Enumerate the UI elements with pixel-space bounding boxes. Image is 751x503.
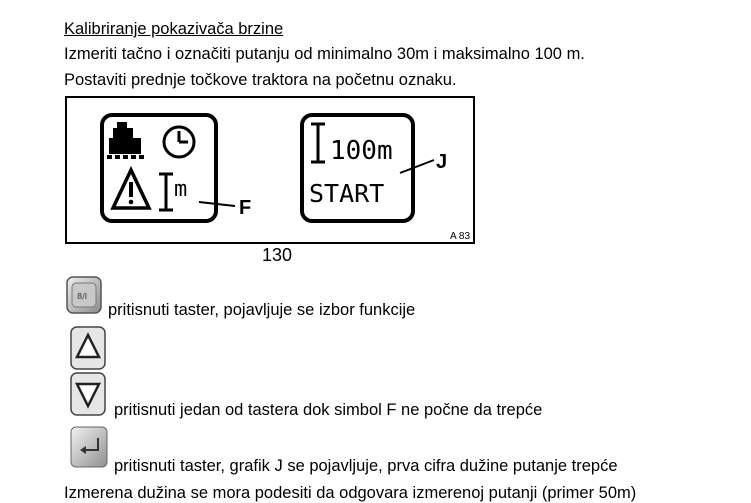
- step-2-text: pritisnuti jedan od tastera dok simbol F ne počne da trepće: [114, 401, 543, 419]
- svg-text:8/I: 8/I: [77, 292, 88, 301]
- step-1-text: pritisnuti taster, pojavljuje se izbor funkcije: [108, 301, 416, 319]
- figure-number: 130: [262, 245, 293, 265]
- instruction-line-1: Izmeriti tačno i označiti putanju od minimalno 30m i maksimalno 100 m.: [64, 45, 585, 63]
- display-illustration: [67, 98, 473, 242]
- unit-m-label: m: [174, 177, 188, 202]
- ref-code: A 83: [450, 231, 471, 242]
- function-key-icon: [66, 276, 102, 314]
- label-j: J: [436, 151, 448, 173]
- bottom-instruction-line: Izmerena dužina se mora podesiti da odgovara izmerenoj putanji (primer 50m): [64, 484, 637, 502]
- enter-key-icon: [70, 426, 108, 468]
- arrow-up-key-icon: [70, 326, 106, 370]
- display-figure: [65, 96, 475, 244]
- start-label: START: [309, 179, 385, 208]
- arrow-down-key-icon: [70, 372, 106, 416]
- instruction-line-2: Postaviti prednje točkove traktora na početnu oznaku.: [64, 71, 457, 89]
- step-3-text: pritisnuti taster, grafik J se pojavljuje, prva cifra dužine putanje trepće: [114, 457, 618, 475]
- label-f: F: [239, 197, 252, 219]
- section-title: Kalibriranje pokazivača brzine: [64, 20, 284, 38]
- distance-value: 100m: [330, 136, 393, 166]
